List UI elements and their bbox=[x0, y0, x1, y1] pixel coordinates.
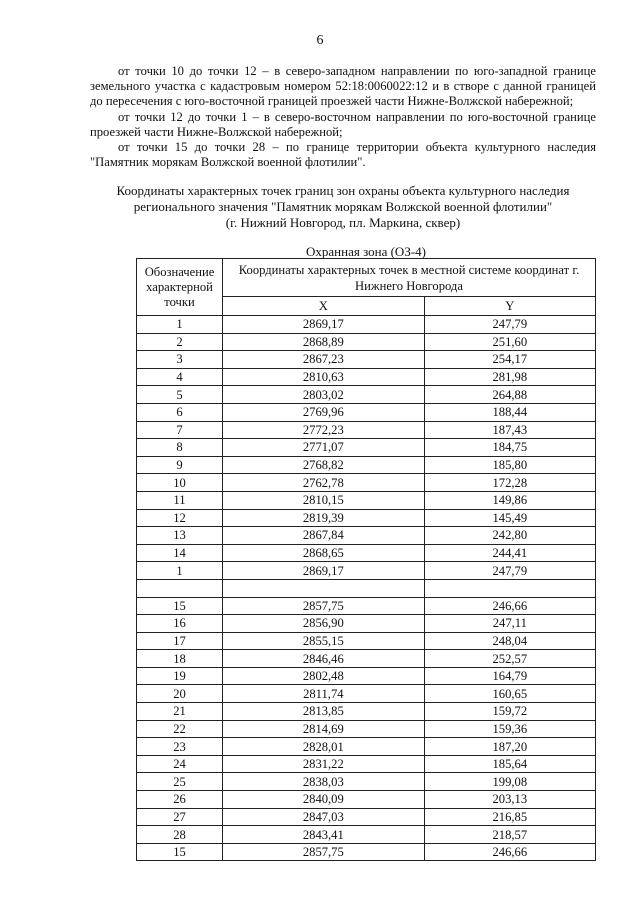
header-point-designation: Обозначение характерной точки bbox=[137, 259, 223, 316]
table-row bbox=[137, 667, 596, 685]
cell-y: 159,36 bbox=[424, 720, 595, 738]
cell-x: 2813,85 bbox=[223, 703, 425, 721]
cell-point: 16 bbox=[137, 615, 223, 633]
cell-x: 2843,41 bbox=[223, 826, 425, 844]
cell-y: 160,65 bbox=[424, 685, 595, 703]
table-row bbox=[137, 843, 596, 861]
cell-x: 2828,01 bbox=[223, 738, 425, 756]
cell-point: 26 bbox=[137, 791, 223, 809]
cell-point: 10 bbox=[137, 474, 223, 492]
cell-x: 2819,39 bbox=[223, 509, 425, 527]
table-row bbox=[137, 685, 596, 703]
table-row bbox=[137, 597, 596, 615]
coordinates-table-body bbox=[137, 316, 596, 861]
cell-x: 2868,89 bbox=[223, 333, 425, 351]
cell-x: 2814,69 bbox=[223, 720, 425, 738]
table-row bbox=[137, 351, 596, 369]
cell-x: 2802,48 bbox=[223, 667, 425, 685]
paragraph-segment-12-1: от точки 12 до точки 1 – в северо-восточном направлении по юго-восточной границе проезжей части Нижне-Волжской набережной; bbox=[90, 109, 596, 139]
cell-point: 27 bbox=[137, 808, 223, 826]
cell-point: 20 bbox=[137, 685, 223, 703]
cell-point: 12 bbox=[137, 509, 223, 527]
heading-line-1: Координаты характерных точек границ зон охраны объекта культурного наследия bbox=[116, 183, 570, 198]
table-row bbox=[137, 316, 596, 334]
cell-x bbox=[223, 579, 425, 597]
cell-point: 21 bbox=[137, 703, 223, 721]
cell-x: 2762,78 bbox=[223, 474, 425, 492]
cell-y: 251,60 bbox=[424, 333, 595, 351]
cell-y: 145,49 bbox=[424, 509, 595, 527]
cell-y: 218,57 bbox=[424, 826, 595, 844]
cell-point: 24 bbox=[137, 755, 223, 773]
paragraph-segment-10-12: от точки 10 до точки 12 – в северо-западном направлении по юго-западной границе земельного участка с кадастровым номером 52:18:0060022:12 и в створе с данной границей до пересечения с юго-восточной границей проезжей части Нижне-Волжской набережной; bbox=[90, 64, 596, 109]
cell-y: 149,86 bbox=[424, 491, 595, 509]
cell-point: 18 bbox=[137, 650, 223, 668]
cell-y: 247,79 bbox=[424, 316, 595, 334]
cell-point: 19 bbox=[137, 667, 223, 685]
cell-y: 164,79 bbox=[424, 667, 595, 685]
cell-x: 2857,75 bbox=[223, 843, 425, 861]
cell-y: 216,85 bbox=[424, 808, 595, 826]
cell-x: 2869,17 bbox=[223, 562, 425, 580]
cell-point: 23 bbox=[137, 738, 223, 756]
cell-y: 187,20 bbox=[424, 738, 595, 756]
cell-x: 2847,03 bbox=[223, 808, 425, 826]
cell-y: 252,57 bbox=[424, 650, 595, 668]
cell-point: 22 bbox=[137, 720, 223, 738]
cell-point: 28 bbox=[137, 826, 223, 844]
cell-x: 2869,17 bbox=[223, 316, 425, 334]
cell-x: 2867,23 bbox=[223, 351, 425, 369]
cell-y: 203,13 bbox=[424, 791, 595, 809]
cell-y: 199,08 bbox=[424, 773, 595, 791]
cell-y: 246,66 bbox=[424, 597, 595, 615]
cell-x: 2857,75 bbox=[223, 597, 425, 615]
paragraph-segment-15-28: от точки 15 до точки 28 – по границе территории объекта культурного наследия "Памятник морякам Волжской военной флотилии". bbox=[90, 140, 596, 170]
cell-y: 185,64 bbox=[424, 755, 595, 773]
table-row bbox=[137, 333, 596, 351]
cell-point: 15 bbox=[137, 597, 223, 615]
table-row bbox=[137, 615, 596, 633]
cell-y: 247,79 bbox=[424, 562, 595, 580]
table-row bbox=[137, 579, 596, 597]
cell-x: 2810,15 bbox=[223, 491, 425, 509]
table-row bbox=[137, 755, 596, 773]
cell-x: 2768,82 bbox=[223, 456, 425, 474]
cell-y: 244,41 bbox=[424, 544, 595, 562]
cell-x: 2856,90 bbox=[223, 615, 425, 633]
table-row bbox=[137, 773, 596, 791]
cell-y: 248,04 bbox=[424, 632, 595, 650]
table-row bbox=[137, 791, 596, 809]
table-row bbox=[137, 738, 596, 756]
table-row bbox=[137, 386, 596, 404]
cell-y: 247,11 bbox=[424, 615, 595, 633]
heading-line-3: (г. Нижний Новгород, пл. Маркина, сквер) bbox=[225, 215, 461, 230]
cell-point: 6 bbox=[137, 403, 223, 421]
cell-y: 159,72 bbox=[424, 703, 595, 721]
cell-y: 281,98 bbox=[424, 368, 595, 386]
table-row bbox=[137, 720, 596, 738]
zone-caption: Охранная зона (ОЗ-4) bbox=[306, 244, 426, 259]
cell-point: 1 bbox=[137, 562, 223, 580]
table-row bbox=[137, 562, 596, 580]
table-row bbox=[137, 650, 596, 668]
cell-y: 185,80 bbox=[424, 456, 595, 474]
table-row bbox=[137, 403, 596, 421]
cell-point: 14 bbox=[137, 544, 223, 562]
table-row bbox=[137, 509, 596, 527]
cell-point: 2 bbox=[137, 333, 223, 351]
table-row bbox=[137, 491, 596, 509]
cell-y: 188,44 bbox=[424, 403, 595, 421]
cell-y: 172,28 bbox=[424, 474, 595, 492]
cell-x: 2769,96 bbox=[223, 403, 425, 421]
cell-y: 264,88 bbox=[424, 386, 595, 404]
cell-x: 2868,65 bbox=[223, 544, 425, 562]
cell-x: 2846,46 bbox=[223, 650, 425, 668]
cell-x: 2810,63 bbox=[223, 368, 425, 386]
cell-y: 187,43 bbox=[424, 421, 595, 439]
boundary-description bbox=[90, 64, 596, 170]
cell-y: 242,80 bbox=[424, 527, 595, 545]
table-row bbox=[137, 826, 596, 844]
cell-point: 9 bbox=[137, 456, 223, 474]
cell-y: 246,66 bbox=[424, 843, 595, 861]
header-coordinates: Координаты характерных точек в местной системе координат г. Нижнего Новгорода bbox=[223, 259, 596, 297]
cell-y: 184,75 bbox=[424, 439, 595, 457]
cell-x: 2811,74 bbox=[223, 685, 425, 703]
cell-point bbox=[137, 579, 223, 597]
header-x: X bbox=[223, 297, 425, 316]
page-number: 6 bbox=[316, 33, 324, 48]
cell-point: 8 bbox=[137, 439, 223, 457]
cell-y bbox=[424, 579, 595, 597]
cell-point: 15 bbox=[137, 843, 223, 861]
table-row bbox=[137, 527, 596, 545]
cell-point: 7 bbox=[137, 421, 223, 439]
heading-line-2: регионального значения "Памятник морякам Волжской военной флотилии" bbox=[133, 199, 553, 214]
cell-point: 1 bbox=[137, 316, 223, 334]
cell-point: 25 bbox=[137, 773, 223, 791]
table-row bbox=[137, 808, 596, 826]
cell-x: 2840,09 bbox=[223, 791, 425, 809]
cell-x: 2867,84 bbox=[223, 527, 425, 545]
cell-point: 11 bbox=[137, 491, 223, 509]
table-row bbox=[137, 544, 596, 562]
table-row bbox=[137, 439, 596, 457]
cell-point: 17 bbox=[137, 632, 223, 650]
table-row bbox=[137, 456, 596, 474]
cell-x: 2772,23 bbox=[223, 421, 425, 439]
header-y: Y bbox=[424, 297, 595, 316]
cell-point: 5 bbox=[137, 386, 223, 404]
cell-x: 2838,03 bbox=[223, 773, 425, 791]
table-row bbox=[137, 474, 596, 492]
cell-x: 2855,15 bbox=[223, 632, 425, 650]
section-heading bbox=[90, 183, 596, 231]
cell-point: 13 bbox=[137, 527, 223, 545]
table-row bbox=[137, 421, 596, 439]
cell-point: 4 bbox=[137, 368, 223, 386]
cell-x: 2771,07 bbox=[223, 439, 425, 457]
table-row bbox=[137, 632, 596, 650]
cell-x: 2831,22 bbox=[223, 755, 425, 773]
cell-y: 254,17 bbox=[424, 351, 595, 369]
cell-x: 2803,02 bbox=[223, 386, 425, 404]
table-row bbox=[137, 368, 596, 386]
coordinates-table bbox=[136, 258, 596, 861]
table-row bbox=[137, 703, 596, 721]
cell-point: 3 bbox=[137, 351, 223, 369]
